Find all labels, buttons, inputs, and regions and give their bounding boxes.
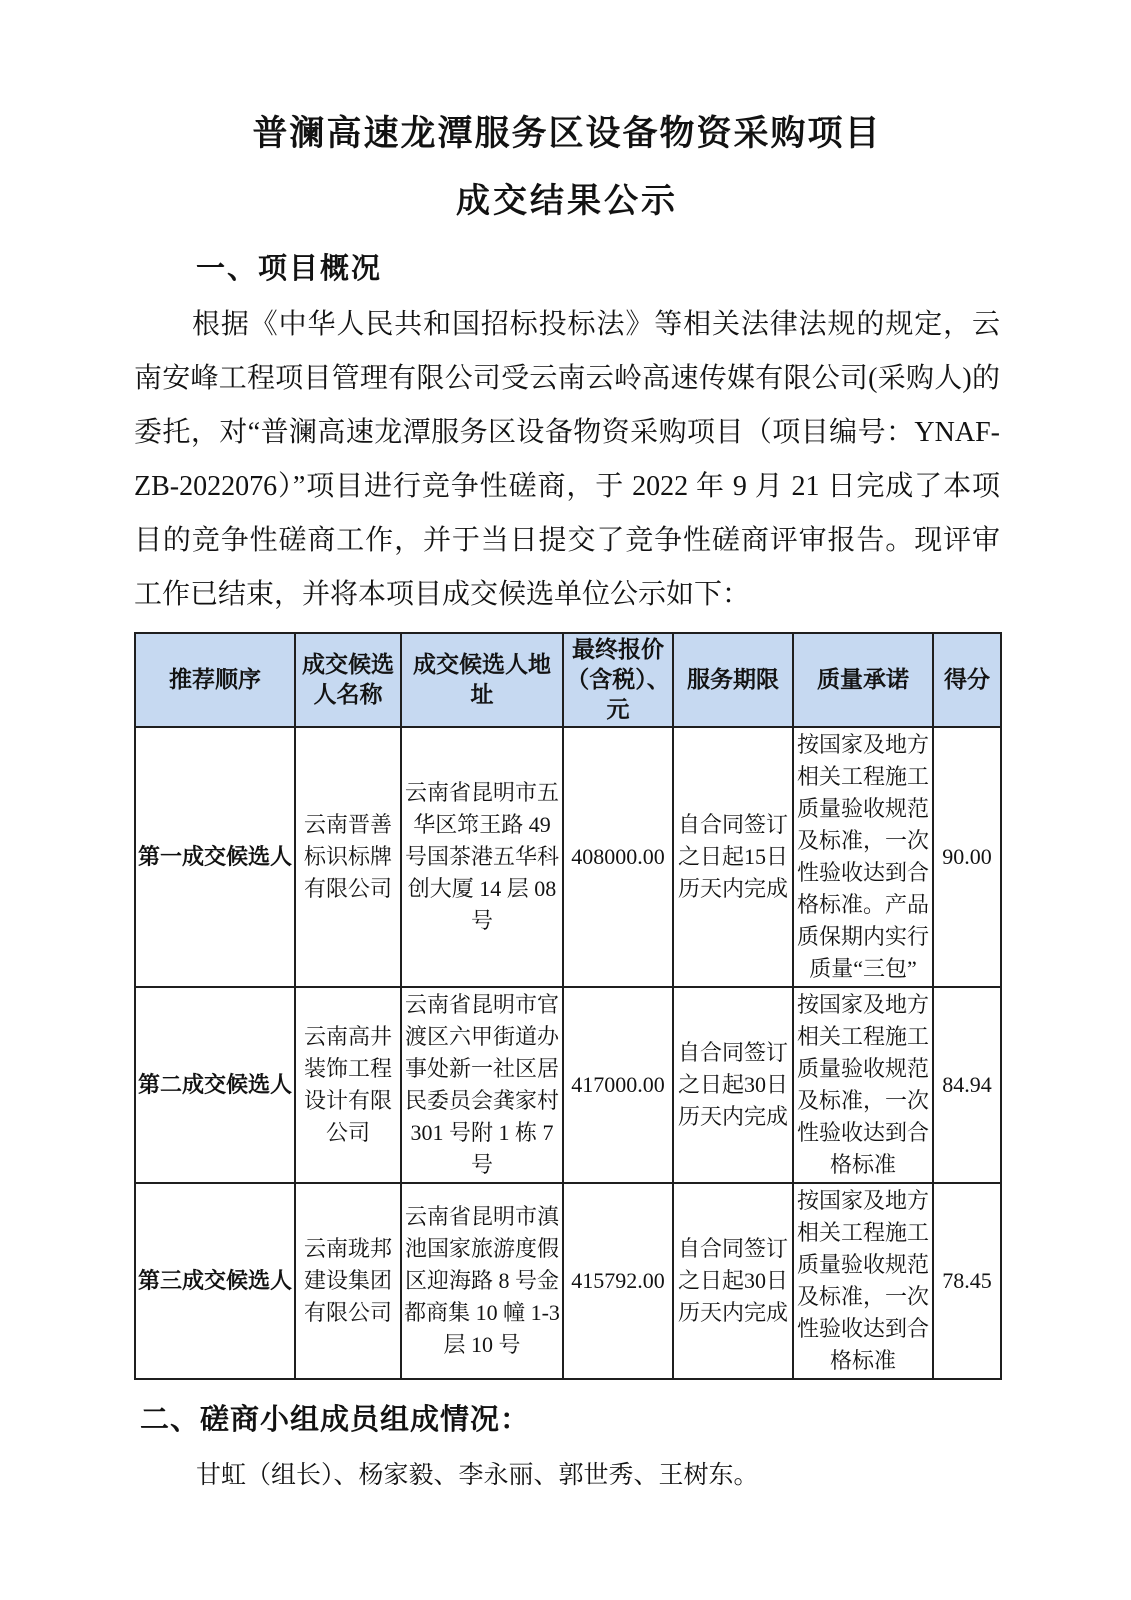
panel-members: 甘虹（组长）、杨家毅、李永丽、郭世秀、王树东。 (196, 1462, 759, 1489)
col-header-score: 得分 (933, 633, 1001, 727)
col-header-period: 服务期限 (673, 633, 793, 727)
cell-promise: 按国家及地方相关工程施工质量验收规范及标准，一次性验收达到合格标准 (793, 1183, 933, 1379)
cell-period: 自合同签订之日起30日历天内完成 (673, 987, 793, 1183)
col-header-promise: 质量承诺 (793, 633, 933, 727)
cell-score: 84.94 (933, 987, 1001, 1183)
cell-rank: 第一成交候选人 (135, 727, 295, 987)
cell-price: 408000.00 (563, 727, 673, 987)
cell-address: 云南省昆明市五华区筇王路 49 号国茶港五华科创大厦 14 层 08 号 (401, 727, 563, 987)
col-header-name: 成交候选人名称 (295, 633, 401, 727)
cell-price: 415792.00 (563, 1183, 673, 1379)
col-header-price: 最终报价（含税）、元 (563, 633, 673, 727)
col-header-rank: 推荐顺序 (135, 633, 295, 727)
cell-promise: 按国家及地方相关工程施工质量验收规范及标准，一次性验收达到合格标准。产品质保期内实行质量“三包” (793, 727, 933, 987)
document-title: 普澜高速龙潭服务区设备物资采购项目 (252, 114, 882, 153)
cell-address: 云南省昆明市滇池国家旅游度假区迎海路 8 号金都商集 10 幢 1-3 层 10 号 (401, 1183, 563, 1379)
cell-name: 云南高井装饰工程设计有限公司 (295, 987, 401, 1183)
document-content (134, 0, 1000, 1494)
table-row (135, 727, 1001, 987)
overview-paragraph: 根据《中华人民共和国招标投标法》等相关法律法规的规定，云南安峰工程项目管理有限公司受云南云岭高速传媒有限公司(采购人)的委托，对“普澜高速龙潭服务区设备物资采购项目（项目编号：YNAF-ZB-2022076）”项目进行竞争性磋商，于 2022 年 9 月 21 日完成了本项目的竞争性磋商工作，并于当日提交了竞争性磋商评审报告。现评审工作已结束，并将本项目成交候选单位公示如下： (134, 309, 1000, 610)
cell-period: 自合同签订之日起30日历天内完成 (673, 1183, 793, 1379)
cell-period: 自合同签订之日起15日历天内完成 (673, 727, 793, 987)
cell-address: 云南省昆明市官渡区六甲街道办事处新一社区居民委员会龚家村 301 号附 1 栋 7 号 (401, 987, 563, 1183)
cell-rank: 第三成交候选人 (135, 1183, 295, 1379)
cell-name: 云南珑邦建设集团有限公司 (295, 1183, 401, 1379)
section-heading-overview: 一、项目概况 (196, 253, 383, 285)
cell-promise: 按国家及地方相关工程施工质量验收规范及标准，一次性验收达到合格标准 (793, 987, 933, 1183)
cell-price: 417000.00 (563, 987, 673, 1183)
cell-score: 78.45 (933, 1183, 1001, 1379)
results-table (134, 632, 1002, 1380)
table-row (135, 987, 1001, 1183)
cell-name: 云南晋善标识标牌有限公司 (295, 727, 401, 987)
section-heading-panel: 二、磋商小组成员组成情况： (140, 1404, 531, 1436)
table-row (135, 1183, 1001, 1379)
cell-rank: 第二成交候选人 (135, 987, 295, 1183)
document-subtitle: 成交结果公示 (456, 183, 678, 220)
cell-score: 90.00 (933, 727, 1001, 987)
table-header-row (135, 633, 1001, 727)
col-header-address: 成交候选人地址 (401, 633, 563, 727)
